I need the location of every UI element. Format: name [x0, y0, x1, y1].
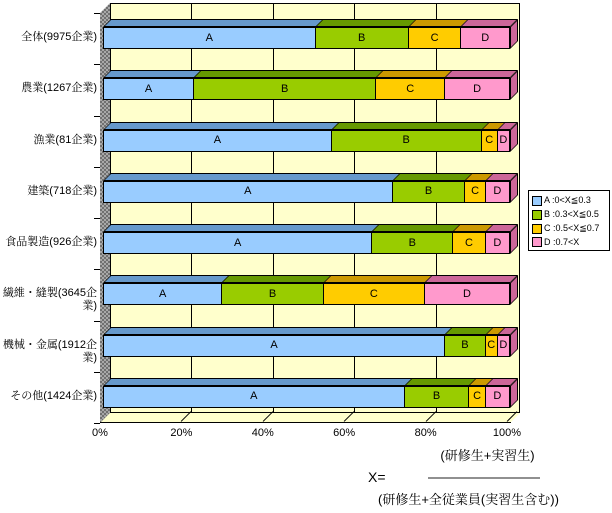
- formula-denominator: (研修生+全従業員(実習生含む)): [378, 492, 559, 507]
- bar-segment-label: D: [473, 82, 482, 95]
- bar-segment-label: D: [499, 339, 508, 351]
- bar-segment-a: [104, 233, 371, 253]
- category-label: 機械・金属(1912企業): [2, 338, 97, 364]
- bar-row: [103, 283, 510, 305]
- x-tick-label: 40%: [251, 427, 274, 439]
- bar-segment-label: B: [357, 31, 366, 44]
- y-axis-tick: [94, 269, 100, 270]
- bar-row: [103, 130, 510, 152]
- bar-segment-a: [104, 182, 392, 202]
- bar-top-segment-c: [324, 276, 431, 282]
- bar-segment-d: [485, 387, 509, 407]
- legend-item: [532, 195, 607, 206]
- x-tick-label: 100%: [492, 427, 522, 439]
- bar-segment-label: A: [244, 185, 252, 198]
- bar-segment-a: [104, 336, 444, 356]
- formula-lhs: X=: [368, 469, 386, 485]
- bar-segment-a: [104, 79, 193, 99]
- category-label: 食品製造(926企業): [5, 236, 97, 248]
- bar-top-face: [103, 378, 518, 386]
- category-label: 農業(1267企業): [21, 82, 97, 95]
- bar-top-segment-a: [105, 123, 338, 129]
- bar-segment-label: B: [424, 185, 433, 198]
- bar-top-segment-b: [316, 20, 415, 26]
- x-tick-label: 20%: [170, 427, 193, 439]
- bar-top-segment-d: [461, 20, 516, 26]
- bar-row: [103, 335, 510, 357]
- bar-top-segment-b: [332, 123, 488, 129]
- legend: [528, 190, 610, 251]
- bar-segment-d: [444, 79, 509, 99]
- bar-segment-label: B: [268, 287, 277, 300]
- bar-top-segment-d: [425, 276, 516, 282]
- category-label: 全体(9975企業): [21, 31, 97, 43]
- bar-top-segment-b: [405, 379, 476, 385]
- bar-top-segment-a: [105, 20, 322, 26]
- bar-segment-label: D: [462, 287, 471, 300]
- y-axis-tick: [94, 167, 100, 168]
- bar-top-face: [103, 224, 518, 232]
- y-axis-tick: [94, 423, 100, 424]
- bar-segment-label: A: [159, 287, 167, 300]
- category-label: 繊維・縫製(3645企業): [2, 287, 97, 313]
- bar-segment-d: [424, 284, 509, 304]
- bar-segment-label: C: [473, 390, 482, 403]
- bar-segment-label: A: [205, 31, 213, 44]
- bar-top-segment-d: [445, 71, 516, 77]
- bar-segment-label: C: [485, 134, 494, 146]
- category-label: その他(1424企業): [10, 389, 97, 402]
- bar-segment-label: C: [430, 31, 439, 44]
- bar-segment-label: C: [465, 236, 473, 249]
- bar-segment-label: D: [493, 390, 502, 403]
- bar-segment-c: [452, 233, 484, 253]
- bar-top-face: [103, 70, 518, 78]
- bar-top-segment-a: [105, 71, 200, 77]
- bar-segment-b: [404, 387, 469, 407]
- bar-segment-c: [468, 387, 484, 407]
- legend-swatch: [532, 196, 542, 206]
- bar-top-segment-c: [409, 20, 468, 26]
- bar-segment-b: [392, 182, 465, 202]
- bar-top-face: [103, 122, 518, 130]
- bar-top-segment-a: [105, 174, 399, 180]
- bar-segment-d: [497, 131, 509, 151]
- category-label: 漁業(81企業): [33, 133, 97, 146]
- bar-segment-c: [323, 284, 424, 304]
- bar-segment-c: [481, 131, 497, 151]
- bar-segment-b: [315, 28, 408, 48]
- bar-segment-label: C: [406, 82, 415, 95]
- legend-label: C :0.5<X≦0.7: [544, 223, 600, 233]
- bar-segment-label: D: [481, 31, 490, 44]
- legend-label: D :0.7<X: [544, 237, 580, 247]
- legend-swatch: [532, 237, 542, 247]
- bar-segment-label: A: [270, 339, 278, 351]
- bar-segment-a: [104, 284, 221, 304]
- bar-segment-d: [460, 28, 509, 48]
- bar-segment-a: [104, 28, 315, 48]
- bar-segment-a: [104, 131, 331, 151]
- legend-item: [532, 223, 607, 234]
- bar-segment-label: B: [432, 390, 441, 403]
- bar-segment-b: [331, 131, 481, 151]
- bar-top-segment-b: [445, 328, 492, 334]
- bar-segment-c: [375, 79, 444, 99]
- bar-segment-b: [444, 336, 485, 356]
- x-tick-label: 0%: [92, 427, 108, 439]
- x-tick-label: 60%: [333, 427, 356, 439]
- bar-segment-c: [464, 182, 484, 202]
- bar-top-segment-b: [393, 174, 472, 180]
- bar-segment-label: B: [461, 339, 469, 351]
- bar-segment-label: D: [499, 134, 508, 146]
- legend-item: [532, 237, 607, 247]
- bar-segment-b: [193, 79, 375, 99]
- bar-segment-label: D: [493, 236, 502, 249]
- bar-top-segment-a: [105, 276, 228, 282]
- y-axis-tick: [94, 13, 100, 14]
- bar-segment-label: C: [487, 339, 496, 351]
- plot-left-wall: [100, 3, 110, 423]
- bar-segment-d: [485, 182, 509, 202]
- bar-segment-label: B: [281, 82, 289, 95]
- bar-segment-c: [408, 28, 461, 48]
- bar-top-segment-a: [105, 225, 378, 231]
- bar-row: [103, 232, 510, 254]
- x-axis-line: [100, 422, 511, 423]
- bar-top-face: [103, 19, 518, 27]
- bar-top-face: [103, 327, 518, 335]
- bar-segment-label: C: [369, 287, 378, 300]
- bar-row: [103, 27, 510, 49]
- bar-segment-d: [485, 233, 509, 253]
- bar-top-segment-b: [372, 225, 459, 231]
- legend-label: A :0<X≦0.3: [544, 195, 591, 205]
- legend-item: [532, 209, 607, 220]
- bar-segment-label: D: [493, 185, 502, 198]
- x-tick-label: 80%: [414, 427, 437, 439]
- bar-row: [103, 181, 510, 203]
- y-axis-tick: [94, 116, 100, 117]
- legend-swatch: [532, 210, 542, 220]
- legend-swatch: [532, 224, 542, 234]
- bar-top-segment-b: [194, 71, 382, 77]
- bar-top-face: [103, 275, 518, 283]
- bar-segment-label: B: [402, 134, 410, 146]
- bar-segment-a: [104, 387, 404, 407]
- bar-segment-label: C: [471, 185, 480, 198]
- formula-numerator: (研修生+実習生): [440, 448, 535, 463]
- legend-label: B :0.3<X≦0.5: [544, 209, 599, 219]
- bar-segment-label: A: [233, 236, 242, 249]
- bar-top-segment-c: [376, 71, 451, 77]
- bar-top-segment-a: [105, 328, 451, 334]
- bar-segment-label: A: [250, 390, 258, 403]
- bar-row: [103, 78, 510, 100]
- bar-top-face: [103, 173, 518, 181]
- y-axis-tick: [94, 321, 100, 322]
- bar-segment-d: [497, 336, 509, 356]
- bar-segment-b: [371, 233, 452, 253]
- bar-top-segment-b: [222, 276, 329, 282]
- bar-segment-c: [485, 336, 497, 356]
- bar-top-segment-a: [105, 379, 411, 385]
- formula-fraction-line: [428, 477, 540, 479]
- bar-segment-label: B: [408, 236, 416, 249]
- bar-segment-label: A: [144, 82, 153, 95]
- y-axis-tick: [94, 218, 100, 219]
- y-axis-tick: [94, 64, 100, 65]
- category-label: 建築(718企業): [27, 184, 97, 197]
- bar-segment-b: [221, 284, 322, 304]
- bar-segment-label: A: [213, 134, 222, 146]
- bar-row: [103, 386, 510, 408]
- y-axis-tick: [94, 372, 100, 373]
